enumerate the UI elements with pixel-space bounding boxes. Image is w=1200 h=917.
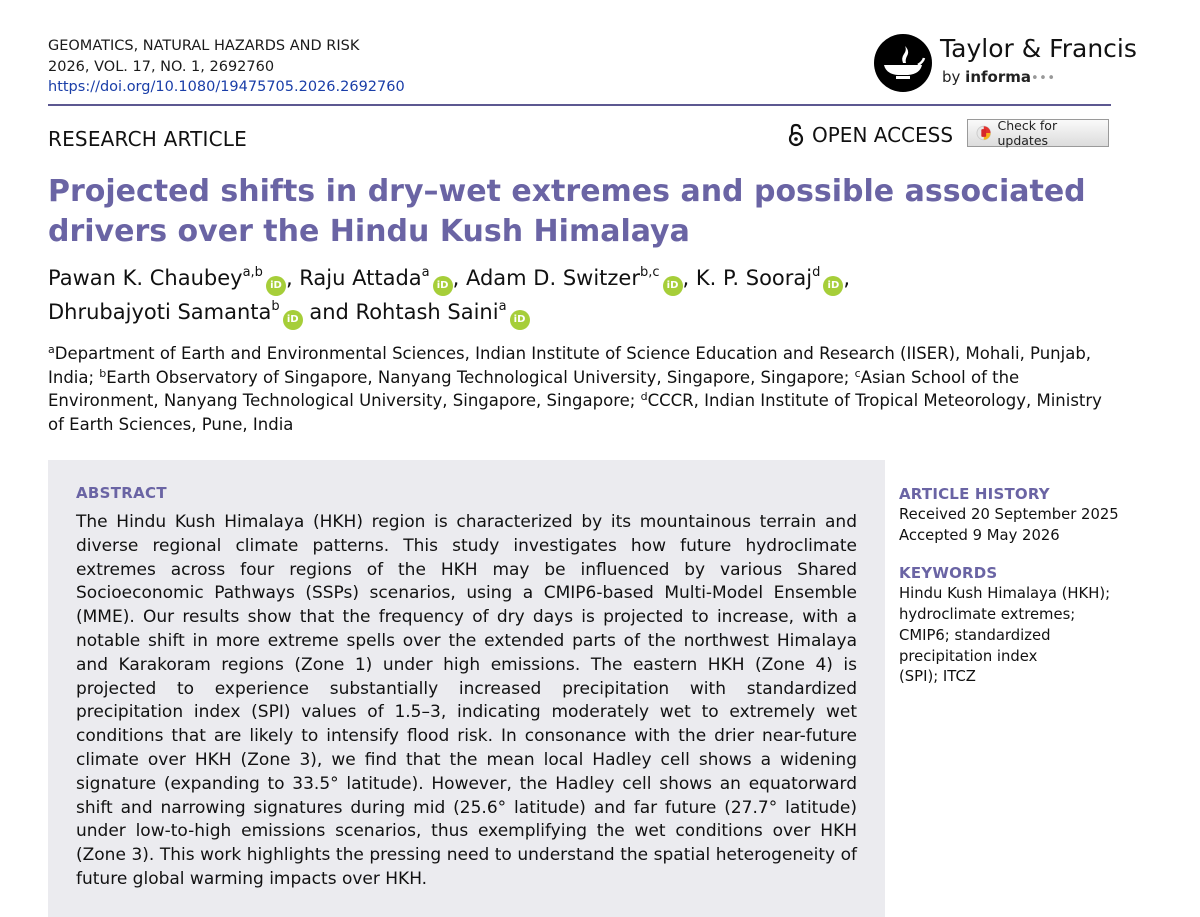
affiliation-text: CCCR, Indian Institute of Tropical Meteorology, Ministry of Earth Sciences, Pune, India (48, 391, 1102, 434)
check-updates-icon (976, 125, 991, 141)
keywords-heading: KEYWORDS (899, 564, 998, 583)
open-lock-icon (788, 123, 804, 147)
check-for-updates-label: Check for updates (997, 118, 1058, 148)
informa-brand: informa (965, 68, 1031, 86)
history-heading: ARTICLE HISTORY (899, 485, 1050, 503)
orcid-icon[interactable]: iD (823, 276, 843, 296)
author-affil-sup: d (812, 265, 821, 280)
author-name: Adam D. Switzer (465, 266, 640, 290)
orcid-icon[interactable]: iD (266, 276, 286, 296)
orcid-icon[interactable]: iD (663, 276, 683, 296)
journal-issue: 2026, VOL. 17, NO. 1, 2692760 (48, 58, 275, 75)
taylor-francis-lamp-icon (874, 34, 932, 92)
check-for-updates-button[interactable] (967, 119, 1109, 147)
author-affil-sup: a (498, 299, 507, 314)
doi-link[interactable]: https://doi.org/10.1080/19475705.2026.2692760 (48, 79, 405, 95)
informa-dots-icon: ••• (1030, 71, 1056, 86)
author-name: Pawan K. Chaubey (48, 266, 243, 290)
journal-header (48, 36, 405, 98)
open-access-label: OPEN ACCESS (812, 123, 954, 147)
author-name: Dhrubajyoti Samanta (48, 300, 272, 324)
author-affil-sup: a,b (242, 265, 263, 280)
affiliation-sup: a (48, 343, 55, 356)
publisher-name: Taylor & Francis (940, 34, 1137, 63)
affiliations (48, 342, 1118, 436)
received-date: Received 20 September 2025 (899, 505, 1119, 523)
keyword-line: (SPI); ITCZ (899, 668, 976, 686)
author-separator: , (682, 266, 696, 290)
author-name: Raju Attada (299, 266, 422, 290)
keyword-line: hydroclimate extremes; (899, 605, 1076, 623)
article-type: RESEARCH ARTICLE (48, 127, 247, 151)
author-name: K. P. Sooraj (695, 266, 813, 290)
publisher-logo (874, 34, 1137, 94)
author-affil-sup: a (421, 265, 430, 280)
abstract-box (48, 460, 885, 917)
orcid-icon[interactable]: iD (510, 310, 530, 330)
header-divider (48, 104, 1111, 106)
author-affil-sup: b (271, 299, 280, 314)
author-separator: and (302, 300, 356, 324)
author-separator: , (452, 266, 466, 290)
abstract-heading: ABSTRACT (76, 484, 167, 502)
affiliation-sup: c (854, 366, 861, 380)
author-separator: , (285, 266, 300, 290)
affiliation-sup: d (640, 390, 648, 403)
author-separator: , (843, 266, 851, 290)
abstract-text: The Hindu Kush Himalaya (HKH) region is characterized by its mountainous terrain and diverse regional climate patterns. This study investigates how future hydroclimate extremes across four regions of the HKH may be influenced by various Shared Socioeconomic Pathways (SSPs) scenarios, using a CMIP6-based Multi-Model Ensemble (MME). Our results show that the frequency of dry days is projected to increase, with a notable shift in more extreme spells over the extended parts of the northwest Himalaya and Karakoram regions (Zone 1) under high emissions. The eastern HKH (Zone 4) is projected to experience substantially increased precipitation with standardized precipitation index (SPI) values of 1.5–3, indicating moderately wet to extremely wet conditions that are likely to intensify flood risk. In consonance with the drier near-future climate over HKH (Zone 3), we find that the mean local Hadley cell shows a widening signature (expanding to 33.5° latitude). However, the Hadley cell shows an equatorward shift and narrowing signatures during mid (25.6° latitude) and far future (27.7° latitude) under low-to-high emissions scenarios, thus exemplifying the wet conditions over HKH (Zone 3). This work highlights the pressing need to understand the spatial heterogeneity of future global warming impacts over HKH. (76, 512, 857, 889)
keyword-line: precipitation index (899, 647, 1038, 665)
author-affil-sup: b,c (639, 265, 660, 280)
affiliation-sup: b (99, 366, 107, 380)
orcid-icon[interactable]: iD (283, 310, 303, 330)
affiliation-text: Earth Observatory of Singapore, Nanyang Technological University, Singapore, Singapore; (106, 367, 855, 387)
accepted-date: Accepted 9 May 2026 (899, 526, 1060, 544)
article-title: Projected shifts in dry–wet extremes and possible associated drivers over the Hindu Kush Himalaya (48, 174, 1086, 249)
publisher-by: by informa••• (942, 68, 1056, 86)
author-list (48, 262, 1128, 330)
keyword-line: Hindu Kush Himalaya (HKH); (899, 585, 1111, 603)
open-access-badge (788, 120, 953, 150)
orcid-icon[interactable]: iD (433, 276, 453, 296)
article-sidebar (899, 484, 1124, 688)
keyword-line: CMIP6; standardized (899, 626, 1051, 644)
author-name: Rohtash Saini (355, 300, 499, 324)
affiliation-text: Asian School of the Environment, Nanyang Technological University, Singapore, Singapore; (48, 367, 1020, 410)
journal-name: GEOMATICS, NATURAL HAZARDS AND RISK (48, 38, 360, 54)
affiliation-text: Department of Earth and Environmental Sciences, Indian Institute of Science Education and Research (IISER), Mohali, Punjab, India; (48, 344, 1092, 387)
